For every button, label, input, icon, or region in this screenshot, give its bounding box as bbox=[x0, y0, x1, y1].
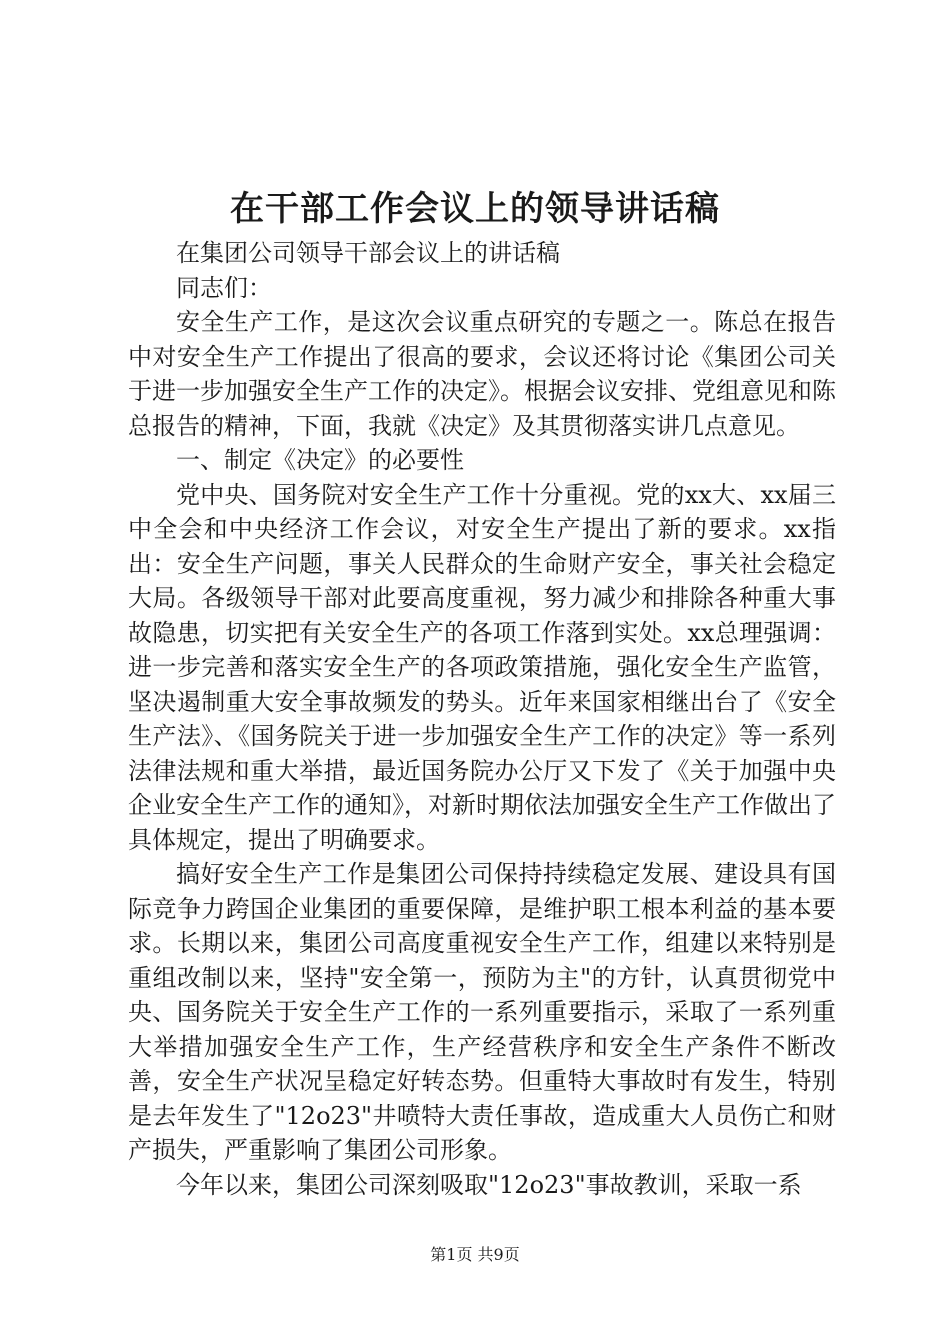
document-title: 在干部工作会议上的领导讲话稿 bbox=[230, 189, 720, 229]
paragraph-salutation: 同志们： bbox=[176, 273, 272, 302]
paragraph: 党中央、国务院对安全生产工作十分重视。党的xx大、xx届三中全会和中央经济工作会议，对安全生产提出了新的要求。xx指出：安全生产问题，事关人民群众的生命财产安全，事关社会稳定大局。各级领导干部对此要高度重视，努力减少和排除各种重大事故隐患，切实把有关安全生产的各项工作落到实处。xx总理强调：进一步完善和落实安全生产的各项政策措施，强化安全生产监管，坚决遏制重大安全事故频发的势头。近年来国家相继出台了《安全生产法》、《国务院关于进一步加强安全生产工作的决定》等一系列法律法规和重大举措，最近国务院办公厅又下发了《关于加强中央企业安全生产工作的通知》，对新时期依法加强安全生产工作做出了具体规定，提出了明确要求。 bbox=[128, 480, 836, 854]
section-heading: 一、制定《决定》的必要性 bbox=[176, 446, 464, 474]
paragraph-subtitle: 在集团公司领导干部会议上的讲话稿 bbox=[176, 239, 560, 267]
page-footer: 第1页 共9页 bbox=[430, 1245, 520, 1264]
paragraph: 搞好安全生产工作是集团公司保持持续稳定发展、建设具有国际竞争力跨国企业集团的重要保障，是维护职工根本利益的基本要求。长期以来，集团公司高度重视安全生产工作，组建以来特别是重组改制以来，坚持"安全第一，预防为主"的方针，认真贯彻党中央、国务院关于安全生产工作的一系列重要指示，采取了一系列重大举措加强安全生产工作，生产经营秩序和安全生产条件不断改善，安全生产状况呈稳定好转态势。但重特大事故时有发生，特别是去年发生了"12o23"井喷特大责任事故，造成重大人员伤亡和财产损失，严重影响了集团公司形象。 bbox=[128, 860, 836, 1164]
document-body bbox=[128, 236, 836, 1202]
paragraph: 安全生产工作，是这次会议重点研究的专题之一。陈总在报告中对安全生产工作提出了很高的要求，会议还将讨论《集团公司关于进一步加强安全生产工作的决定》。根据会议安排、党组意见和陈总报告的精神，下面，我就《决定》及其贯彻落实讲几点意见。 bbox=[128, 308, 836, 440]
paragraph: 今年以来，集团公司深刻吸取"12o23"事故教训，采取一系 bbox=[176, 1170, 802, 1199]
